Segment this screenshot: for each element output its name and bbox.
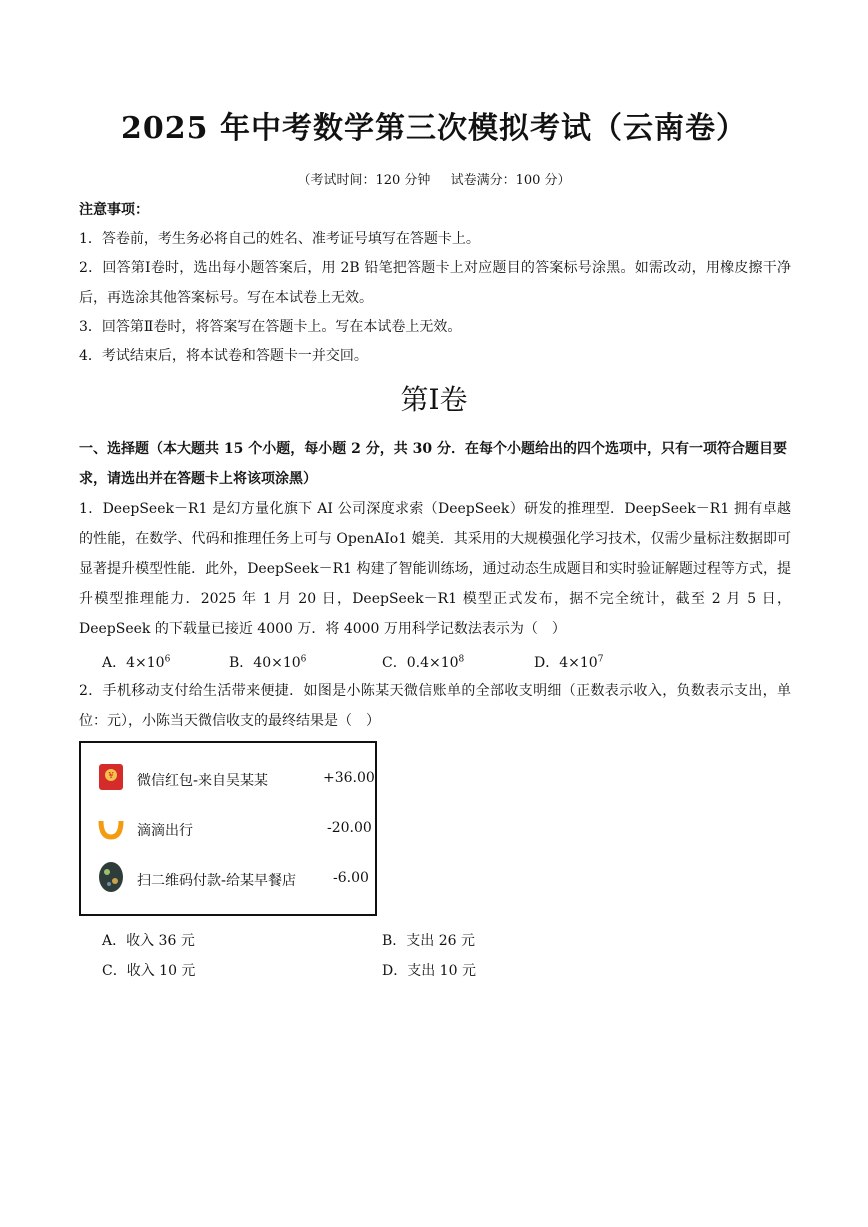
section-title: 第Ⅰ卷 (400, 383, 468, 416)
question-1-text: 1．DeepSeek－R1 是幻方量化旗下 AI 公司深度求索（DeepSeek）研发的推理型．DeepSeek－R1 拥有卓越的性能，在数学、代码和推理任务上可与 OpenAIo1 媲美．其采用的大规模强化学习技术，仅需少量标注数据即可显著提升模型性能．此外，DeepSeek－R1 构建了智能训练场，通过动态生成题目和实时验证解题过程等方式，提升模型推理能力．2025 年 1 月 20 日，DeepSeek－R1 模型正式发布，据不完全统计，截至 2 月 5 日，DeepSeek 的下载量已接近 4000 万．将 4000 万用科学记数法表示为（ ） (79, 501, 791, 637)
wechat-bill-figure (79, 741, 377, 916)
note-item-1: 1．答卷前，考生务必将自己的姓名、准考证号填写在答题卡上。 (79, 231, 480, 247)
bill-row (81, 761, 375, 797)
exam-score: 试卷满分：100 分） (450, 173, 571, 188)
note-item-4: 4．考试结束后，将本试卷和答题卡一并交回。 (79, 348, 368, 364)
q1-option-c[interactable]: C．$0.4\times 10^8$ (382, 654, 465, 671)
part1-heading: 一、选择题（本大题共 15 个小题，每小题 2 分，共 30 分．在每个小题给出的四个选项中，只有一项符合题目要求，请选出并在答题卡上将该项涂黑） (79, 441, 787, 487)
exam-time: （考试时间：120 分钟 (297, 173, 431, 188)
note-item-3: 3．回答第Ⅱ卷时，将答案写在答题卡上。写在本试卷上无效。 (79, 319, 462, 335)
bill-amount: -6.00 (333, 870, 369, 886)
bill-amount: +36.00 (323, 770, 375, 786)
red-envelope-icon (97, 761, 125, 793)
q2-option-d[interactable]: D．支出 10 元 (382, 963, 476, 979)
question-2-text: 2．手机移动支付给生活带来便捷．如图是小陈某天微信账单的全部收支明细（正数表示收入，负数表示支出，单位：元），小陈当天微信收支的最终结果是（ ） (79, 683, 791, 729)
bill-amount: -20.00 (327, 820, 372, 836)
didi-icon (97, 811, 125, 843)
notes-heading: 注意事项： (79, 202, 149, 218)
q2-option-c[interactable]: C．收入 10 元 (102, 963, 196, 979)
svg-text:¥: ¥ (108, 771, 114, 780)
exam-title: 2025 年中考数学第三次模拟考试（云南卷） (121, 111, 747, 146)
bill-row (81, 811, 375, 847)
bill-row (81, 861, 375, 897)
bill-label: 微信红包-来自吴某某 (137, 773, 269, 789)
q1-option-b[interactable]: B．$40\times 10^6$ (229, 654, 307, 671)
q1-option-a[interactable]: A．$4\times 10^6$ (102, 654, 171, 671)
note-item-2: 2．回答第Ⅰ卷时，选出每小题答案后，用 2B 铅笔把答题卡上对应题目的答案标号涂黑。如需改动，用橡皮擦干净后，再选涂其他答案标号。写在本试卷上无效。 (79, 260, 791, 306)
bill-label: 滴滴出行 (137, 823, 193, 839)
bill-label: 扫二维码付款-给某早餐店 (137, 873, 297, 889)
exam-meta (0, 169, 868, 188)
q2-option-a[interactable]: A．收入 36 元 (102, 933, 195, 949)
q1-option-d[interactable]: D．$4\times 10^7$ (534, 654, 604, 671)
q2-option-b[interactable]: B．支出 26 元 (382, 933, 476, 949)
merchant-avatar-icon (97, 861, 125, 893)
